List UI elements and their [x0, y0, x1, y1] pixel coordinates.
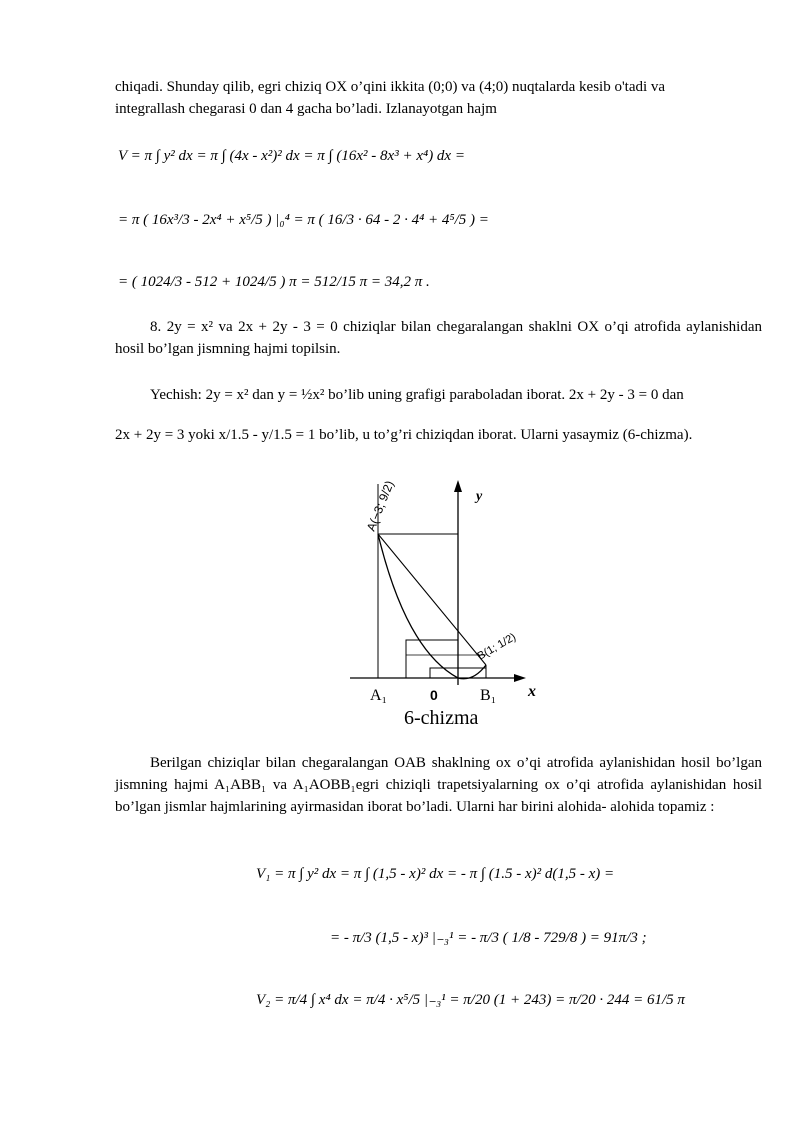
equation-volume-1: V = π ∫ y² dx = π ∫ (4x - x²)² dx = π ∫ (16x² - 8x³ + x⁴) dx = — [118, 148, 465, 164]
label-point-a: A(−3; 9/2) — [363, 478, 397, 534]
para1-line2: integrallash chegarasi 0 dan 4 gacha bo’ladi. Izlanayotgan hajm — [115, 101, 497, 117]
label-origin: 0 — [430, 687, 438, 703]
equation-volume-3: = ( 1024/3 - 512 + 1024/5 ) π = 512/15 π = 34,2 π . — [118, 274, 430, 290]
solution-line-a: Yechish: 2y = x² dan y = ½x² bo’lib uning grafigi paraboladan iborat. 2x + 2y - 3 = 0 dan — [150, 387, 684, 403]
label-y: y — [476, 489, 483, 504]
equation-v2: V₂ = π/4 ∫ x⁴ dx = π/4 · x⁵/5 |₋₃¹ = π/20 (1 + 243) = π/20 · 244 = 61/5 π — [256, 992, 685, 1008]
step-rect-1 — [406, 640, 458, 678]
equation-v1-result: = - π/3 (1,5 - x)³ |₋₃¹ = - π/3 ( 1/8 - 729/8 ) = 91π/3 ; — [330, 930, 647, 946]
equation-v1: V₁ = π ∫ y² dx = π ∫ (1,5 - x)² dx = - π ∫ (1.5 - x)² d(1,5 - x) = — [256, 866, 615, 882]
para1-line1: chiqadi. Shunday qilib, egri chiziq OX o’qini ikkita (0;0) va (4;0) nuqtalarda kesib o'tadi va — [115, 79, 666, 95]
x-axis-arrow — [514, 674, 526, 682]
label-a1: A₁ — [370, 687, 388, 704]
para2: Berilgan chiziqlar bilan chegaralangan OAB shaklning ox o’qi atrofida aylanishidan hosil bo’lgan jismning hajmi A₁ABB₁ va A₁AOBB₁egri chiziqli trapetsiyalarning ox o’qi atrofida aylanishidan hosil bo’lgan jismlar hajmlarining ayirmasidan iborat bo’ladi. Ularni har birini alohida- alohida topamiz : — [115, 755, 762, 815]
solution-line-b: 2x + 2y = 3 yoki x/1.5 - y/1.5 = 1 bo’lib, u to’g’ri chiziqdan iborat. Ularni yasaymiz (6-chizma). — [115, 427, 693, 443]
parabola-curve — [378, 534, 486, 679]
label-point-b: B(1; 1/2) — [475, 631, 519, 663]
figure-6-chizma — [330, 470, 570, 710]
problem-8: 8. 2y = x² va 2x + 2y - 3 = 0 chiziqlar bilan chegaralangan shaklni OX o’qi atrofida aylanishidan hosil bo’lgan jismning hajmi topilsin. — [115, 319, 762, 357]
chord-ab — [378, 534, 486, 665]
label-b1: B₁ — [480, 687, 497, 704]
equation-volume-2: = π ( 16x³/3 - 2x⁴ + x⁵/5 ) |₀⁴ = π ( 16/3 · 64 - 2 · 4⁴ + 4⁵/5 ) = — [118, 212, 489, 228]
label-x: x — [528, 683, 536, 700]
figure-caption: 6-chizma — [404, 707, 479, 729]
y-axis-arrow — [454, 480, 462, 492]
